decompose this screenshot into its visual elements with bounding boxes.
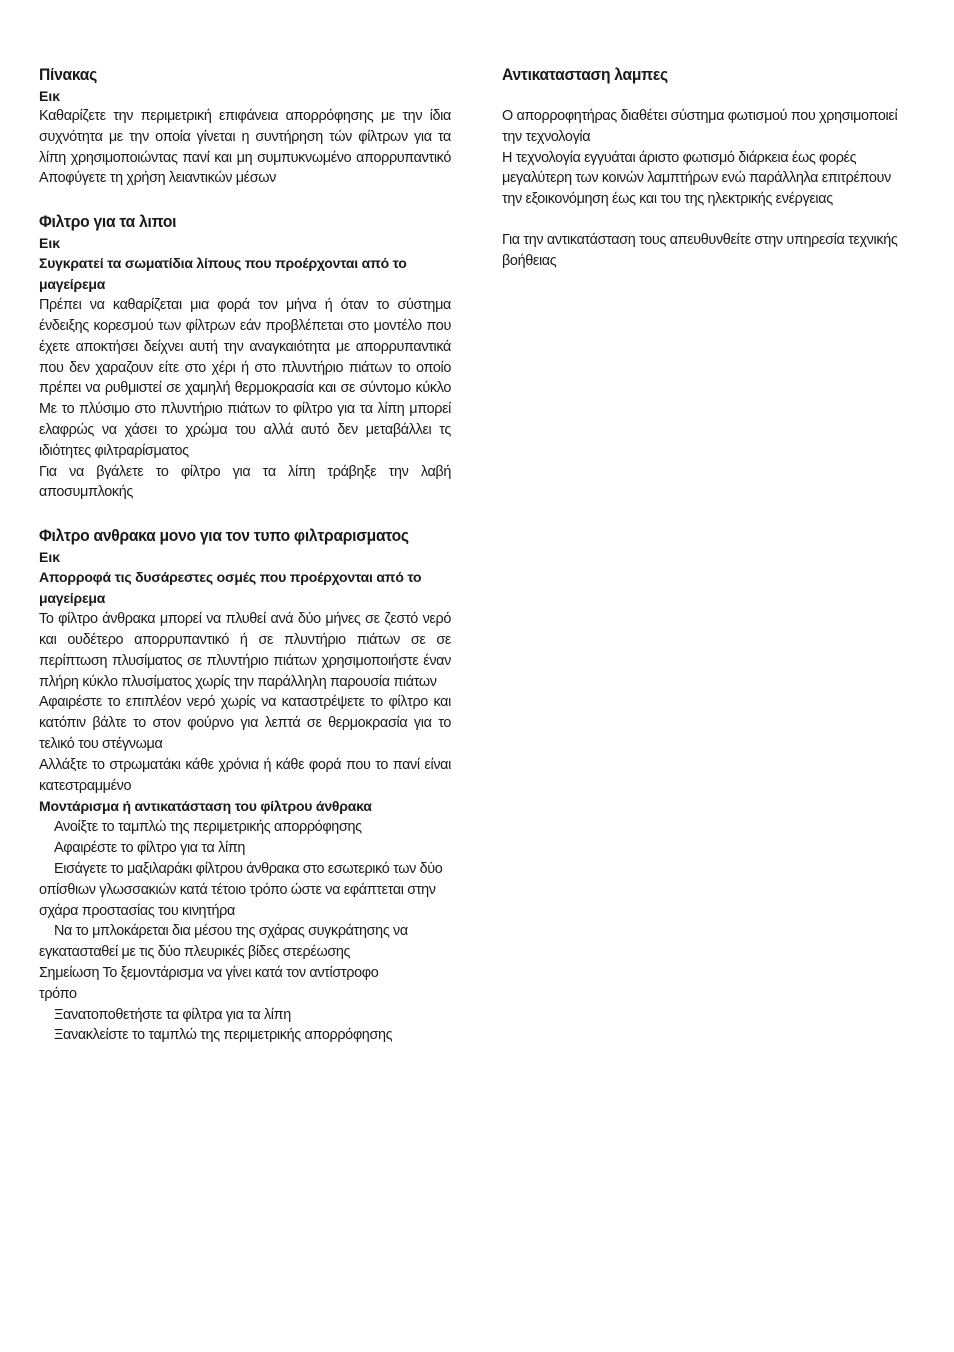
lighting-system-paragraph: Ο απορροφητήρας διαθέτει σύστημα φωτισμού που χρησιμοποιεί την τεχνολογία [502,108,898,145]
mounting-step: Ανοίξτε το ταμπλώ της περιμετρικής απορρόφησης [54,819,362,836]
grease-filter-removal-paragraph: Για να βγάλετε το φίλτρο για τα λίπη τράβηξε την λαβή αποσυμπλοκής [39,463,451,501]
lamp-service-paragraph: Για την αντικατάσταση τους απευθυνθείτε στην υπηρεσία τεχνικής βοήθειας [502,231,898,269]
figure-ref: Εικ [39,549,61,566]
mounting-step: Να το μπλοκάρεται δια μέσου της σχάρας συγκράτησης να εγκατασταθεί με τις δύο πλευρικές βίδες στερέωσης [39,923,408,961]
right-column [502,64,902,272]
lighting-technology-paragraph: Η τεχνολογία εγγυάται άριστο φωτισμό διάρκεια έως φορές μεγαλύτερη των κοινών λαμπτήρων ενώ παράλληλα επιτρέπουν την εξοικονόμηση έως και του της ηλεκτρικής ενέργειας [502,149,891,208]
mounting-step: Αφαιρέστε το φίλτρο για τα λίπη [54,840,246,857]
left-column [39,64,451,1046]
section-title-carbon-filter: Φιλτρο ανθρακα μονο για τον τυπο φιλτραρισματος [39,526,409,546]
mounting-step: Ξανακλείστε το ταμπλώ της περιμετρικής απορρόφησης [54,1027,393,1044]
carbon-filter-replace-paragraph: Αλλάξτε το στρωματάκι κάθε χρόνια ή κάθε φορά που το πανί είναι κατεστραμμένο [39,756,451,794]
grease-filter-cleaning-paragraph: Πρέπει να καθαρίζεται μια φορά τον μήνα ή όταν το σύστημα ένδειξης κορεσμού των φίλτρων εάν προβλέπεται στο μοντέλο που έχετε αποκτήσει δείχνει αυτή την αναγκαιότητα με απορρυπαντικά που δεν χαραζουν είτε στο χέρι ή στο πλυντήριο πιάτων το οποίο πρέπει να ρυθμιστεί σε χαμηλή θερμοκρασία και σε σύντομο κύκλο Με το πλύσιμο στο πλυντήριο πιάτων το φίλτρο για τα λίπη μπορεί ελαφρώς να χάσει το χρώμα του αλλά αυτό δεν μεταβάλλει τς ιδιότητες φιλτραρίσματος [39,297,451,459]
grease-filter-summary: Συγκρατεί τα σωματίδια λίπους που προέρχονται από το μαγείρεμα [39,255,407,293]
mounting-title: Μοντάρισμα ή αντικατάσταση του φίλτρου άνθρακα [39,798,372,815]
section-title-lamp-replacement: Αντικατασταση λαμπες [502,65,668,84]
figure-ref: Εικ [39,235,61,252]
carbon-filter-dry-paragraph: Αφαιρέστε το επιπλέον νερό χωρίς να καταστρέψετε το φίλτρο και κατόπιν βάλτε το στον φούρνο για λεπτά σε θερμοκρασία για το τελικό του στέγνωμα [39,694,451,752]
mounting-step: Εισάγετε το μαξιλαράκι φίλτρου άνθρακα στο εσωτερικό των δύο οπίσθιων γλωσσακιών κατά τέτοιο τρόπο ώστε να εφάπτεται στην σχάρα προστασίας του κινητήρα [39,860,443,919]
figure-ref: Εικ [39,88,61,104]
section-title-panel: Πίνακας [39,65,97,84]
panel-paragraph: Καθαρίζετε την περιμετρική επιφάνεια απορρόφησης με την ίδια συχνότητα με την οποία γίνεται η συντήρηση τών φίλτρων για τα λίπη χρησιμοποιώντας πανί και μη συμπυκνωμένο απορρυπαντικό Αποφύγετε τη χρήση λειαντικών μέσων [39,108,451,187]
carbon-filter-wash-paragraph: Το φίλτρο άνθρακα μπορεί να πλυθεί ανά δύο μήνες σε ζεστό νερό και ουδέτερο απορρυπαντικό ή σε πλυντήριο πιάτων σε σε περίπτωση πλυσίματος σε πλυντήριο πιάτων χρησιμοποιήστε έναν πλήρη κύκλο πλυσίματος χωρίς την παράλληλη παρουσία πιάτων [39,611,451,690]
mounting-step: Ξανατοποθετήστε τα φίλτρα για τα λίπη [54,1006,291,1023]
carbon-filter-summary: Απορροφά τις δυσάρεστες οσμές που προέρχονται από το μαγείρεμα [39,569,422,607]
mounting-note: Σημείωση Το ξεμοντάρισμα να γίνει κατά τον αντίστροφο τρόπο [39,964,379,1002]
section-title-grease-filter: Φιλτρο για τα λιποι [39,212,177,232]
